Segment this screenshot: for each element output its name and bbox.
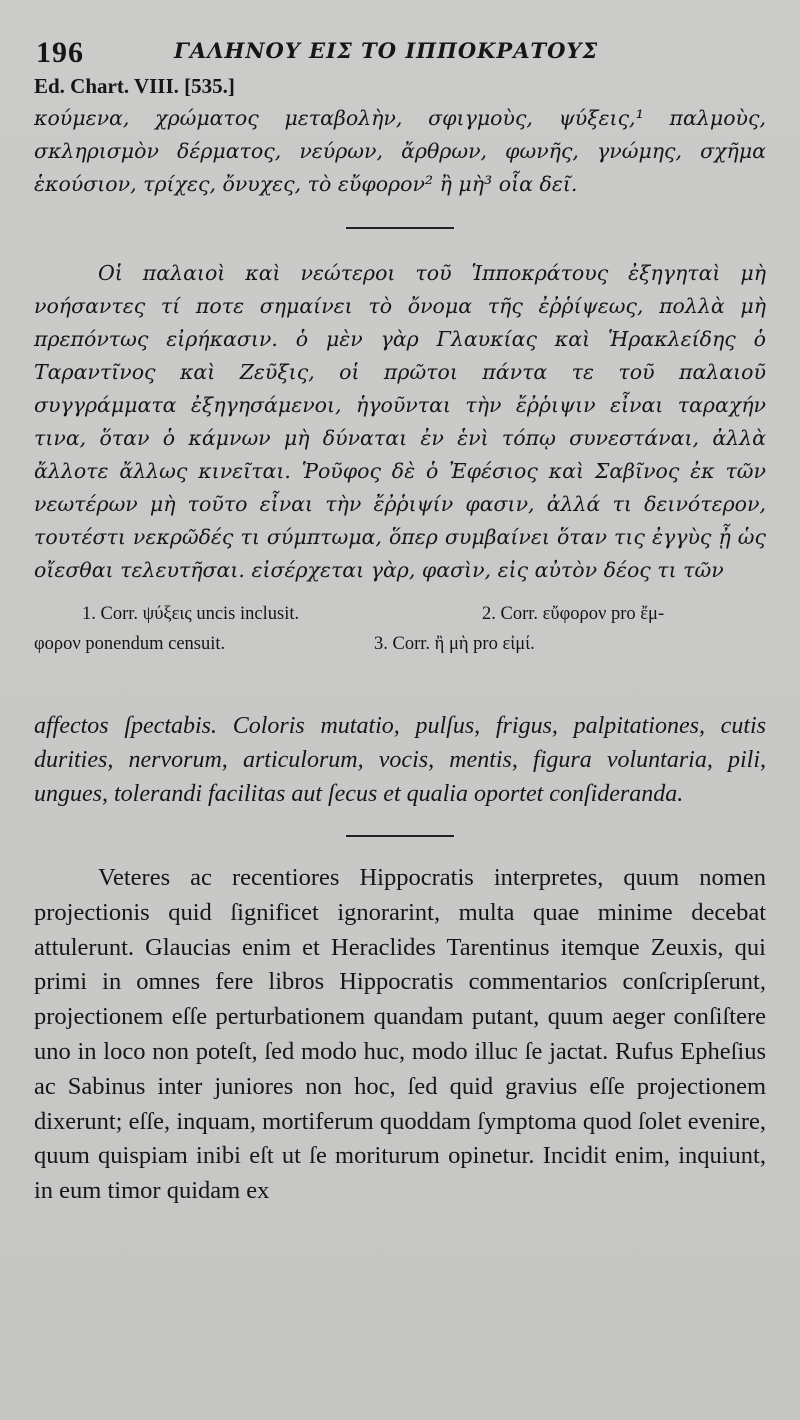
latin-translation-2 xyxy=(34,861,766,1209)
greek-text xyxy=(34,102,766,587)
footnote-3: 3. Corr. ἢ μὴ pro εἰμί. xyxy=(374,634,535,654)
section-divider xyxy=(346,227,454,229)
page-number: 196 xyxy=(36,36,84,69)
page-header xyxy=(34,28,766,68)
greek-paragraph-1: κούμενα, χρώματος μεταβολὴν, σφιγμοὺς, ψύξεις,¹ παλμοὺς, σκληρισμὸν δέρματος, νεύρων, ἄρθρων, φωνῆς, γνώμης, σχῆμα ἑκούσιον, τρίχες, ὄνυχες, τὸ εὔφορον² ἢ μὴ³ οἷα δεῖ. xyxy=(34,106,766,196)
footnote-1: 1. Corr. ψύξεις uncis inclusit. xyxy=(82,604,300,624)
footnote-2: 2. Corr. εὔφορον pro ἔμ- xyxy=(482,604,665,624)
footnote-2-continued: φορον ponendum censuit. xyxy=(34,634,226,654)
latin-paragraph-2: Veteres ac recentiores Hippocratis interpretes, quum nomen projectionis quid ſignificet ignorarint, multa quae minime decebat attulerunt. Glaucias enim et Heraclides Tarentinus itemque Zeuxis, qui primi in omnes fere libros Hippocratis commentarios conſcripſerunt, projectionem eſſe perturbationem quandam putant, quum aeger conſiſtere uno in loco non poteſt, ſed modo huc, modo illuc ſe jactat. Rufus Epheſius ac Sabinus inter juniores non hoc, ſed quid gravius eſſe projectionem dixerunt; eſſe, inquam, mortiferum quoddam ſymptoma quod ſolet evenire, quum quispiam inibi eſt ut ſe moriturum opinetur. Incidit enim, inquiunt, in eum timor quidam ex xyxy=(34,864,766,1205)
section-divider-2 xyxy=(346,835,454,837)
latin-paragraph-1: affectos ſpectabis. Coloris mutatio, pulſus, frigus, palpitationes, cutis durities, nervorum, articulorum, vocis, mentis, figura voluntaria, pili, ungues, tolerandi facilitas aut ſecus et qualia oportet conſideranda. xyxy=(34,713,766,807)
greek-paragraph-2: Οἱ παλαιοὶ καὶ νεώτεροι τοῦ Ἱπποκράτους ἐξηγηταὶ μὴ νοήσαντες τί ποτε σημαίνει τὸ ὄνομα τῆς ἐῤῥίψεως, πολλὰ μὴ πρεπόντως εἰρήκασιν. ὁ μὲν γὰρ Γλαυκίας καὶ Ἡρακλείδης ὁ Ταραντῖνος καὶ Ζεῦξις, οἱ πρῶτοι πάντα τε τοῦ παλαιοῦ συγγράμματα ἐξηγησάμενοι, ἡγοῦνται τὴν ἔῤῥιψιν εἶναι ταραχήν τινα, ὅταν ὁ κάμνων μὴ δύναται ἐν ἑνὶ τόπῳ συνεστάναι, ἀλλὰ ἄλλοτε ἄλλως κινεῖται. Ῥοῦφος δὲ ὁ Ἐφέσιος καὶ Σαβῖνος ἐκ τῶν νεωτέρων μὴ τοῦτο εἶναι τὴν ἔῤῥιψίν φασιν, ἀλλά τι δεινότερον, τουτέστι νεκρῶδές τι σύμπτωμα, ὅπερ συμβαίνει ὅταν τις ἐγγὺς ᾖ ὡς οἴεσθαι τελευτῆσαι. εἰσέρχεται γὰρ, φασὶν, εἰς αὐτὸν δέος τι τῶν xyxy=(34,261,766,582)
edition-reference: Ed. Chart. VIII. [535.] xyxy=(34,74,235,98)
running-head: ΓΑΛΗΝΟΥ ΕΙΣ ΤΟ ΙΠΠΟΚΡΑΤΟΥΣ xyxy=(174,38,599,63)
footnotes xyxy=(34,599,766,659)
latin-translation-1 xyxy=(34,709,766,811)
